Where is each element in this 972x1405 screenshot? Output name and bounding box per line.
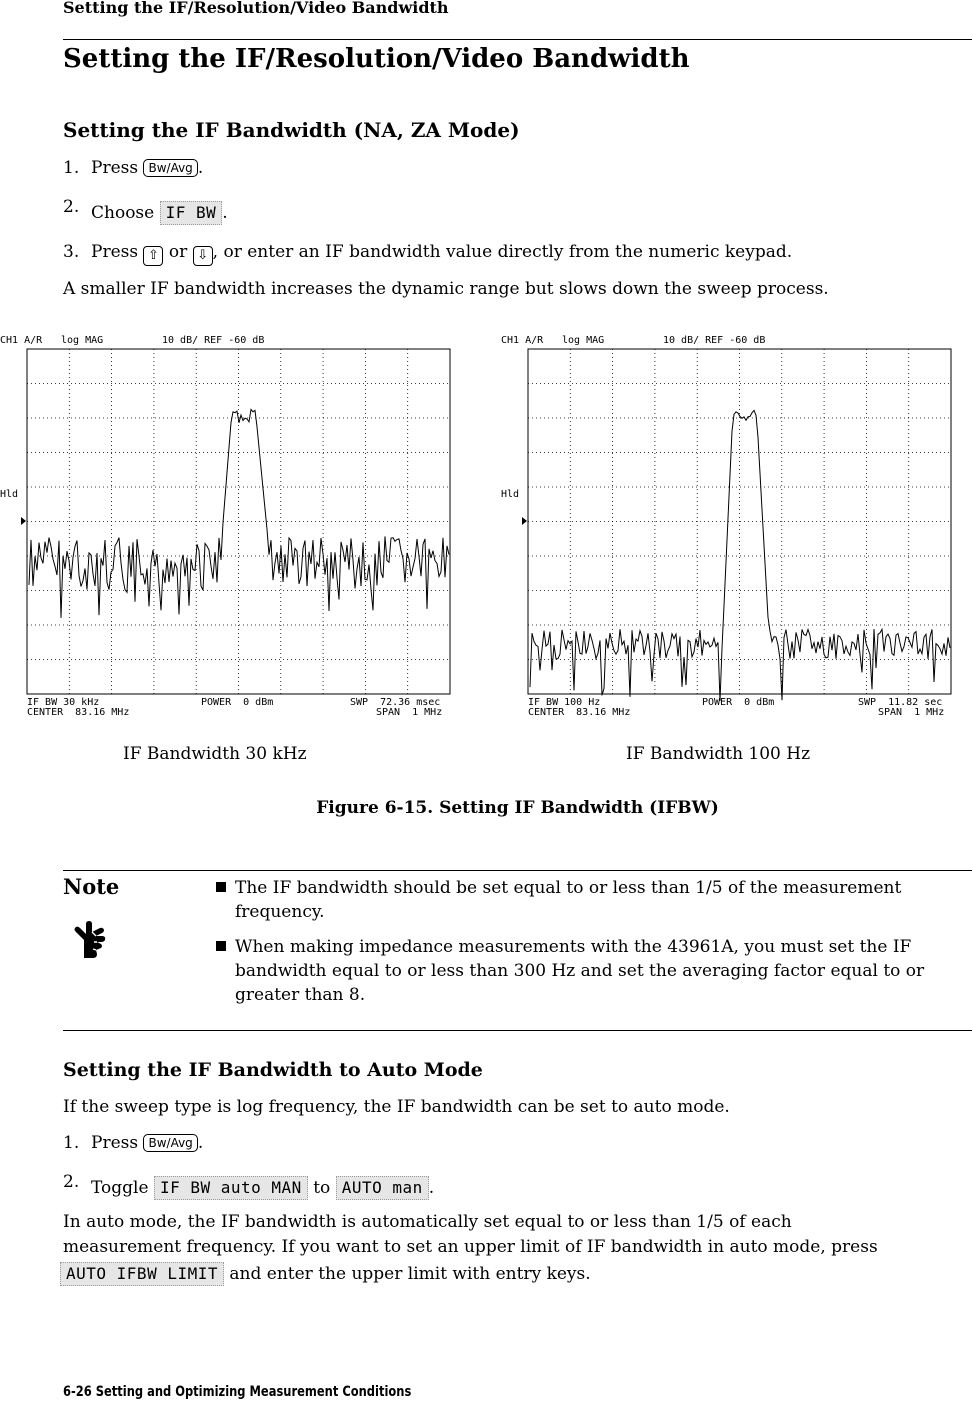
step-3 [63,242,792,266]
auto-step-1: 1. Press Bw/Avg . [63,1133,204,1153]
caption-right: IF Bandwidth 100 Hz [626,744,811,764]
note-text: The IF bandwidth should be set equal to or less than 1/5 of the measurement frequency. [235,878,902,922]
down-arrow-key-icon[interactable]: ⇩ [193,246,213,266]
page-footer: 6-26 Setting and Optimizing Measurement Conditions [63,1384,412,1400]
caption-left: IF Bandwidth 30 kHz [123,744,307,764]
step-2: 2. Choose IF BW . [63,197,228,223]
auto-mode-body-line-3 [63,1262,591,1286]
plot-if-bw-30khz [0,331,470,721]
plot-graticule-right [501,331,971,721]
step-number: 3. [63,242,80,262]
plot-footer-power: POWER 0 dBm [201,697,274,708]
dynamic-range-paragraph: A smaller IF bandwidth increases the dynamic range but slows down the sweep process. [63,279,829,299]
plot-footer-power: POWER 0 dBm [702,697,775,708]
plot-header-channel: CH1 A/R [501,335,544,346]
plot-header-channel: CH1 A/R [0,335,43,346]
if-bw-softkey[interactable]: IF BW [160,201,223,225]
pointing-hand-icon [70,918,110,962]
auto-ifbw-limit-softkey[interactable]: AUTO IFBW LIMIT [60,1262,224,1286]
section-heading-if-bandwidth: Setting the IF Bandwidth (NA, ZA Mode) [63,118,520,142]
note-text: When making impedance measurements with the 43961A, you must set the IF bandwidth equal to or less than 300 Hz and set the averaging factor equal to or greater than 8. [235,937,925,1005]
bullet-icon [216,941,226,951]
note-top-rule [63,870,972,871]
step-text: or [168,242,188,262]
running-head: Setting the IF/Resolution/Video Bandwidth [63,0,449,17]
plot-footer-sweep: SWP 11.82 sec [858,697,943,708]
step-text: Press [91,1133,139,1153]
note-item-2 [216,935,966,1007]
figure-caption: Figure 6-15. Setting IF Bandwidth (IFBW) [316,798,719,818]
step-text: to [313,1178,331,1198]
step-text: , or enter an IF bandwidth value directly from the numeric keypad. [212,242,793,262]
top-rule [63,39,972,40]
plot-footer-ifbw: IF BW 30 kHz [27,697,100,708]
plot-hold-indicator: Hld [501,489,520,500]
auto-step-2: 2. Toggle IF BW auto MAN to AUTO man . [63,1172,435,1198]
section-heading-auto-mode: Setting the IF Bandwidth to Auto Mode [63,1059,483,1081]
auto-man-softkey[interactable]: AUTO man [336,1176,429,1200]
step-number: 1. [63,158,80,178]
plot-header-format: log MAG [562,335,605,346]
up-arrow-key-icon[interactable]: ⇧ [143,246,163,266]
note-bottom-rule [63,1030,972,1031]
plot-header-scale: 10 dB/ REF -60 dB [162,335,265,346]
plot-footer-ifbw: IF BW 100 Hz [528,697,601,708]
plot-graticule-left [0,331,470,721]
reference-marker-icon [522,517,527,525]
plot-footer-span: SPAN 1 MHz [878,707,945,718]
plot-header-format: log MAG [61,335,104,346]
measurement-trace [29,409,449,618]
step-text: Choose [91,203,155,223]
auto-mode-intro: If the sweep type is log frequency, the IF bandwidth can be set to auto mode. [63,1097,730,1117]
auto-mode-body-line-2: measurement frequency. If you want to set an upper limit of IF bandwidth in auto mode, press [63,1237,878,1257]
step-text: Press [91,242,139,262]
step-text: Toggle [91,1178,149,1198]
bullet-icon [216,882,226,892]
plot-header-scale: 10 dB/ REF -60 dB [663,335,766,346]
step-1: 1. Press Bw/Avg . [63,158,204,178]
plot-if-bw-100hz [501,331,971,721]
step-number: 2. [63,197,80,217]
step-text: Press [91,158,139,178]
page-title: Setting the IF/Resolution/Video Bandwidth [63,44,690,74]
step-number: 2. [63,1172,80,1192]
plot-footer-center: CENTER 83.16 MHz [27,707,130,718]
plot-hold-indicator: Hld [0,489,19,500]
note-item-1 [216,876,966,924]
reference-marker-icon [21,517,26,525]
plot-footer-span: SPAN 1 MHz [376,707,443,718]
plot-footer-center: CENTER 83.16 MHz [528,707,631,718]
auto-mode-body-line-1: In auto mode, the IF bandwidth is automatically set equal to or less than 1/5 of each [63,1212,792,1232]
note-label: Note [63,874,120,899]
plot-footer-sweep: SWP 72.36 msec [350,697,441,708]
if-bw-auto-man-softkey[interactable]: IF BW auto MAN [154,1176,308,1200]
body-text: and enter the upper limit with entry keys. [229,1264,591,1284]
bw-avg-key[interactable]: Bw/Avg [143,1134,197,1152]
step-number: 1. [63,1133,80,1153]
bw-avg-key[interactable]: Bw/Avg [143,159,197,177]
